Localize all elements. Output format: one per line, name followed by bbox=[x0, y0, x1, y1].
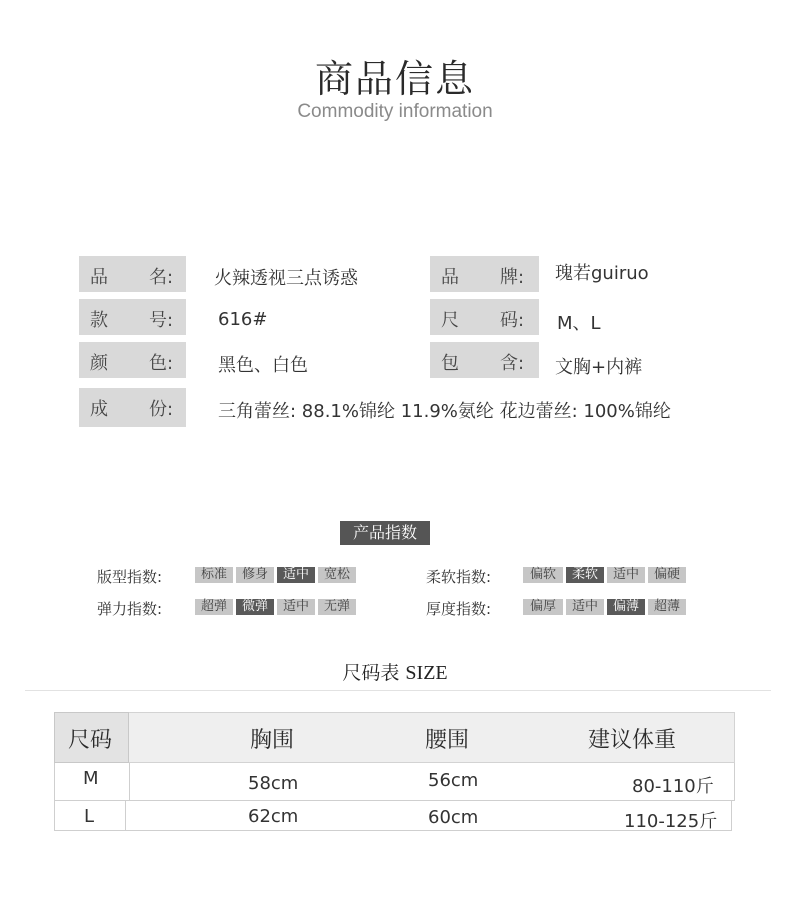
table-border-left-l bbox=[54, 800, 55, 831]
fit-chip-medium-selected: 适中 bbox=[277, 567, 315, 583]
style-label: 款 号: bbox=[79, 299, 186, 335]
name-label: 品 名: bbox=[79, 256, 186, 292]
elasticity-index-label: 弹力指数: bbox=[97, 600, 163, 618]
include-label: 包 含: bbox=[430, 342, 539, 378]
brand-label: 品 牌: bbox=[430, 256, 539, 292]
thickness-chip-thick: 偏厚 bbox=[523, 599, 563, 615]
thickness-index-label: 厚度指数: bbox=[426, 600, 492, 618]
table-col-divider-m bbox=[129, 763, 130, 800]
table-border-left-m bbox=[54, 763, 55, 800]
divider bbox=[25, 690, 771, 691]
elasticity-chip-medium: 适中 bbox=[277, 599, 315, 615]
thickness-chip-thin-selected: 偏薄 bbox=[607, 599, 645, 615]
brand-value: 瑰若guiruo bbox=[555, 263, 649, 284]
fit-chip-standard: 标准 bbox=[195, 567, 233, 583]
product-index-title: 产品指数 bbox=[340, 521, 430, 545]
size-value: M、L bbox=[557, 313, 601, 334]
row-l-size: L bbox=[84, 806, 95, 827]
color-value: 黑色、白色 bbox=[218, 355, 308, 376]
row-m-size: M bbox=[83, 768, 99, 789]
elasticity-chip-super: 超弹 bbox=[195, 599, 233, 615]
row-l-bust: 62cm bbox=[248, 806, 299, 827]
page-subtitle: Commodity information bbox=[297, 101, 493, 122]
softness-chip-softer-selected: 柔软 bbox=[566, 567, 604, 583]
name-value: 火辣透视三点诱惑 bbox=[214, 268, 358, 289]
softness-index-label: 柔软指数: bbox=[426, 568, 492, 586]
header-waist: 腰围 bbox=[425, 728, 470, 753]
style-value: 616# bbox=[218, 309, 268, 330]
softness-chip-soft: 偏软 bbox=[523, 567, 563, 583]
softness-chip-medium: 适中 bbox=[607, 567, 645, 583]
page-title: 商品信息 bbox=[314, 57, 475, 101]
material-value: 三角蕾丝: 88.1%锦纶 11.9%氨纶 花边蕾丝: 100%锦纶 bbox=[218, 401, 671, 422]
row-l-weight: 110-125斤 bbox=[624, 811, 718, 832]
fit-chip-slim: 修身 bbox=[236, 567, 274, 583]
fit-index-label: 版型指数: bbox=[97, 568, 163, 586]
elasticity-chip-slight-selected: 微弹 bbox=[236, 599, 274, 615]
header-size: 尺码 bbox=[68, 728, 113, 753]
row-m-bust: 58cm bbox=[248, 773, 299, 794]
size-chart-title-en: SIZE bbox=[405, 662, 448, 684]
size-label: 尺 码: bbox=[430, 299, 539, 335]
size-chart-title-cn: 尺码表 bbox=[342, 662, 400, 684]
table-border-right-m bbox=[734, 763, 735, 800]
elasticity-chip-none: 无弹 bbox=[318, 599, 356, 615]
row-l-waist: 60cm bbox=[428, 807, 479, 828]
color-label: 颜 色: bbox=[79, 342, 186, 378]
thickness-chip-medium: 适中 bbox=[566, 599, 604, 615]
softness-chip-hard: 偏硬 bbox=[648, 567, 686, 583]
table-row-divider bbox=[54, 800, 735, 801]
header-bust: 胸围 bbox=[250, 728, 295, 753]
fit-chip-loose: 宽松 bbox=[318, 567, 356, 583]
header-weight: 建议体重 bbox=[588, 728, 677, 753]
table-col-divider-l bbox=[125, 800, 126, 831]
include-value: 文胸+内裤 bbox=[555, 357, 643, 378]
row-m-waist: 56cm bbox=[428, 770, 479, 791]
row-m-weight: 80-110斤 bbox=[632, 776, 714, 797]
material-label: 成 份: bbox=[79, 388, 186, 427]
thickness-chip-ultrathin: 超薄 bbox=[648, 599, 686, 615]
size-chart-title bbox=[0, 658, 790, 685]
table-border-right-l bbox=[731, 800, 732, 831]
